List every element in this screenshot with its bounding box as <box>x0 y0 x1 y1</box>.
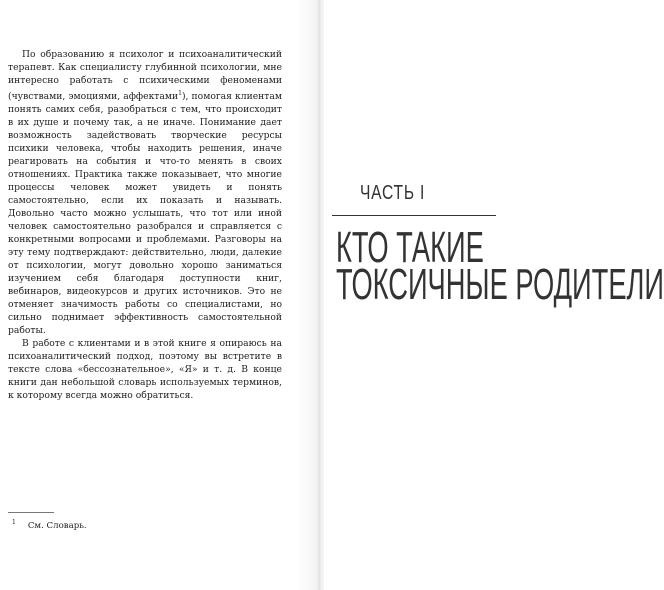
left-page <box>0 0 318 590</box>
right-page <box>324 0 664 590</box>
part-label: ЧАСТЬ I <box>360 182 426 204</box>
footnote <box>8 519 278 531</box>
footnote-divider <box>8 512 54 513</box>
footnote-text: См. Словарь. <box>27 520 87 531</box>
part-divider <box>332 215 496 216</box>
paragraph-2: В работе с клиентами и в этой книге я опираюсь на психоаналитический подход, поэтому вы встретите в тексте слова «бессознательное», «Я» и т. д. В конце книги дан небольшой словарь используемых терминов, к которому всегда можно обратиться. <box>8 338 282 402</box>
paragraph-1: По образованию я психолог и психоаналитический терапевт. Как специалисту глубинной психологии, мне интересно работать с психическими феноменами (чувствами, эмоциями, аффектами$^1$), помогая клиентам понять самих себя, разобраться с тем, что происходит в их душе и почему так, а не иначе. Понимание дает возможность задействовать творческие ресурсы психики человека, чтобы находить решения, иначе реагировать на события и что-то менять в своих отношениях. Практика также показывает, что многие процессы человек может увидеть и понять самостоятельно, если их показать и называть. Довольно часто можно услышать, что тот или иной человек самостоятельно разобрался и справляется с конкретными вопросами и проблемами. Разговоры на эту тему подтверждают: действительно, люди, далекие от психологии, могут довольно хорошо заниматься изучением себя благодаря доступности книг, вебинаров, видеокурсов и других источников. Это не отменяет значимость работы со специалистами, но сильно поднимает эффективность самостоятельной работы. <box>8 49 282 337</box>
part-title-line-2: ТОКСИЧНЫЕ РОДИТЕЛИ <box>336 260 664 309</box>
footnote-ref: 1 <box>178 90 182 97</box>
body-text <box>8 48 282 402</box>
part-title-line-1: КТО ТАКИЕ <box>336 223 484 272</box>
footnote-number: 1 <box>12 519 16 526</box>
